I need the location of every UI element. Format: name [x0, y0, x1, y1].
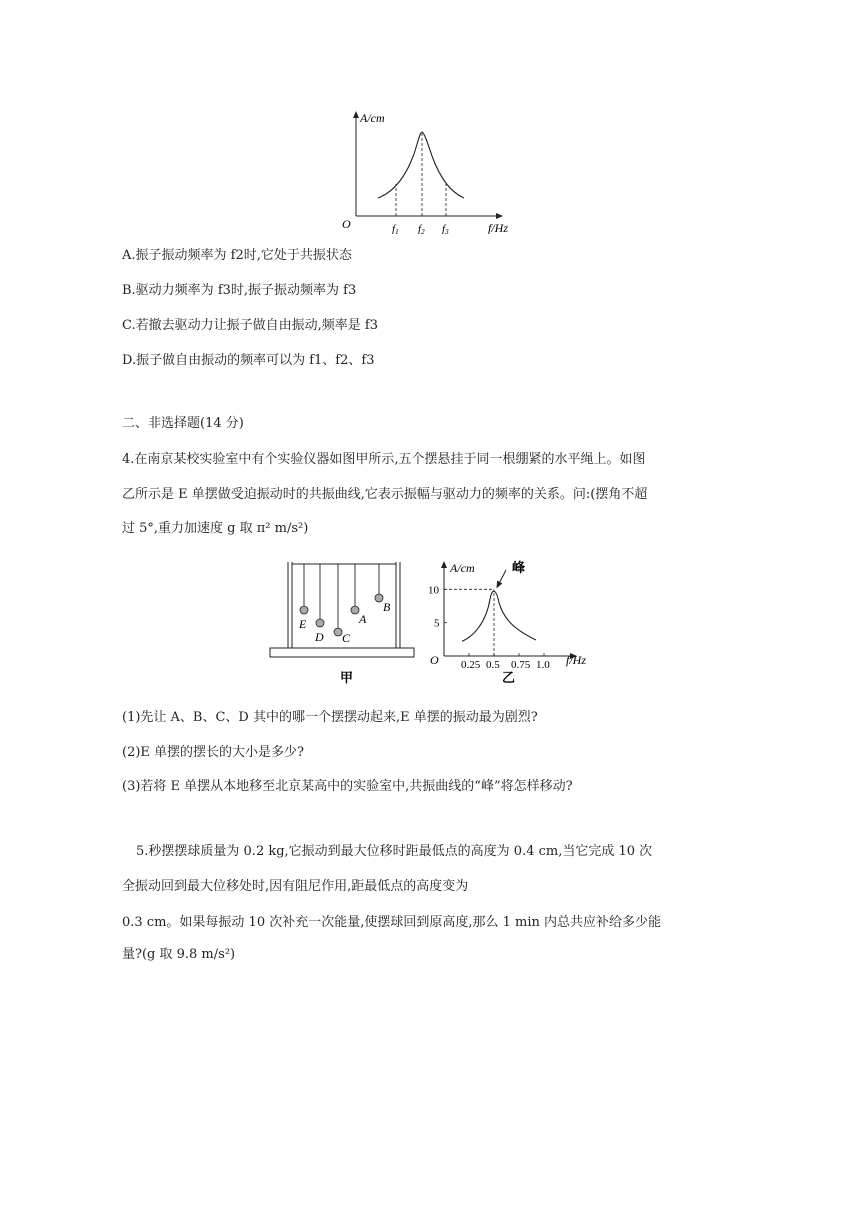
- tick-f3: f3: [442, 223, 449, 234]
- chart-y-tick-label: 10: [428, 584, 439, 597]
- e-resonance-chart: [426, 556, 606, 686]
- option-d: D.振子做自由振动的频率可以为 f1、f2、f3: [122, 353, 375, 368]
- q5-line4: 量?(g 取 9.8 m/s²): [122, 947, 236, 962]
- bob-e: [300, 606, 308, 614]
- option-c: C.若撤去驱动力让振子做自由振动,频率是 f3: [122, 318, 378, 333]
- label-e: E: [299, 617, 307, 631]
- q4-sub2: (2)E 单摆的摆长的大小是多少?: [122, 745, 305, 760]
- chart-resonance-curve: [462, 591, 536, 641]
- resonance-curve-figure: [336, 106, 536, 234]
- label-b: B: [383, 600, 391, 614]
- bob-a: [351, 606, 359, 614]
- chart-x-tick-label: 0.75: [511, 659, 531, 671]
- q5-line2: 全振动回到最大位移处时,因有阻尼作用,距最低点的高度变为: [122, 879, 469, 894]
- chart-x-label: f/Hz: [566, 653, 587, 667]
- label-c: C: [342, 631, 351, 645]
- chart-y-tick-label: 5: [434, 617, 440, 630]
- q5-line3: 0.3 cm。如果每振动 10 次补充一次能量,使摆球回到原高度,那么 1 min 内总共应补给多少能: [122, 915, 662, 930]
- q4-line3: 过 5°,重力加速度 g 取 π² m/s²): [122, 521, 309, 536]
- bob-b: [375, 594, 383, 602]
- tick-f1: f1: [392, 223, 399, 234]
- y-axis-label: A/cm: [360, 111, 385, 125]
- q4-line1: 4.在南京某校实验室中有个实验仪器如图甲所示,五个摆悬挂于同一根绷紧的水平绳上。如图: [122, 452, 646, 467]
- origin-label: O: [342, 217, 351, 231]
- q4-sub3: (3)若将 E 单摆从本地移至北京某高中的实验室中,共振曲线的“峰”将怎样移动?: [122, 779, 573, 794]
- section-title: 二、非选择题(14 分): [122, 416, 244, 431]
- tick-f2: f2: [418, 223, 425, 234]
- option-b: B.驱动力频率为 f3时,振子振动频率为 f3: [122, 283, 357, 298]
- chart-peak-label: 峰: [512, 560, 526, 575]
- figure-yi-label: 乙: [502, 670, 516, 685]
- chart-x-tick-label: 0.5: [486, 659, 500, 671]
- chart-x-tick-label: 1.0: [536, 659, 550, 671]
- q4-line2: 乙所示是 E 单摆做受迫振动时的共振曲线,它表示振幅与驱动力的频率的关系。问:(摆角不超: [122, 487, 648, 502]
- x-axis-label: f/Hz: [488, 221, 509, 234]
- chart-origin: O: [430, 653, 439, 667]
- label-d: D: [315, 630, 324, 644]
- figure-jia-label: 甲: [340, 670, 354, 685]
- resonance-curve: [378, 132, 464, 198]
- chart-x-tick-label: 0.25: [461, 659, 481, 671]
- q4-sub1: (1)先让 A、B、C、D 其中的哪一个摆摆动起来,E 单摆的振动最为剧烈?: [122, 710, 538, 725]
- bob-c: [334, 628, 342, 636]
- apparatus-base: [270, 648, 414, 657]
- chart-peak-arrow: [497, 570, 506, 587]
- option-a: A.振子振动频率为 f2时,它处于共振状态: [122, 248, 352, 263]
- q5-line1: 5.秒摆摆球质量为 0.2 kg,它振动到最大位移时距最低点的高度为 0.4 cm,当它完成 10 次: [136, 844, 653, 859]
- bob-d: [316, 619, 324, 627]
- chart-y-label: A/cm: [450, 561, 475, 575]
- pendulum-apparatus-figure: [266, 556, 426, 686]
- label-a: A: [359, 612, 367, 626]
